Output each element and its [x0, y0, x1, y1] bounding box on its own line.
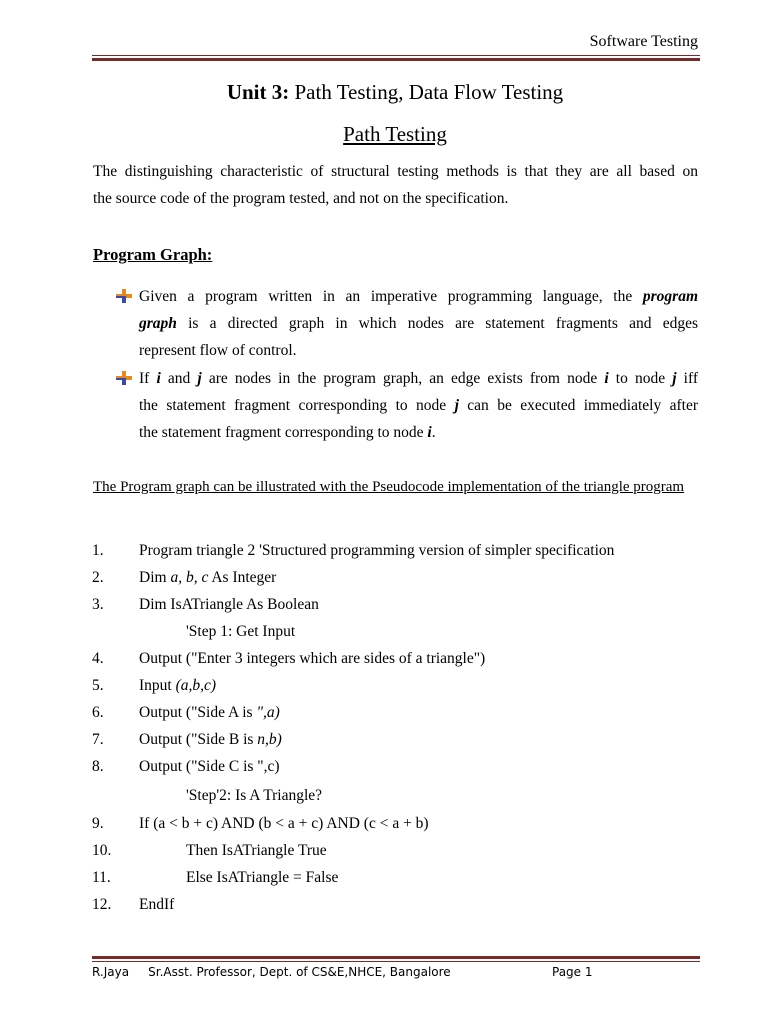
intro-paragraph — [93, 158, 698, 212]
bullet-2-line-2: the statement fragment corresponding to node j can be executed immediately after — [139, 397, 698, 414]
section-title: Path Testing — [343, 122, 447, 146]
code-comment-step-2: 'Step'2: Is A Triangle? — [186, 787, 323, 804]
code-line-9: 9. If (a < b + c) AND (b < a + c) AND (c < a + b) — [92, 815, 429, 832]
bullet-plus-icon — [116, 289, 132, 303]
bullet-1-line-2: graph is a directed graph in which nodes are statement fragments and edges — [139, 315, 698, 332]
code-comment-step-1: 'Step 1: Get Input — [186, 623, 296, 640]
header-rule-thick — [92, 58, 700, 61]
unit-topics: Path Testing, Data Flow Testing — [289, 80, 564, 104]
bullet-plus-icon — [116, 371, 132, 385]
code-line-7: 7. Output ("Side B is n,b) — [92, 731, 282, 748]
unit-number: Unit 3: — [226, 80, 290, 104]
code-line-12: 12. EndIf — [92, 896, 175, 913]
code-line-5: 5. Input (a,b,c) — [92, 677, 217, 694]
footer-rule-thin — [92, 961, 700, 962]
intro-line-1: The distinguishing characteristic of structural testing methods is that they are all based on — [93, 163, 698, 180]
footer-rule-thick — [92, 956, 700, 959]
code-line-4: 4. Output ("Enter 3 integers which are sides of a triangle") — [92, 650, 486, 667]
code-line-8: 8. Output ("Side C is ",c) — [92, 758, 280, 775]
code-line-1: 1. Program triangle 2 'Structured programming version of simpler specification — [92, 542, 615, 559]
bullet-2-line-3: the statement fragment corresponding to node i. — [139, 424, 436, 441]
bullet-1-line-1: Given a program written in an imperative programming language, the program — [139, 288, 698, 305]
illustration-caption: The Program graph can be illustrated with the Pseudocode implementation of the triangle program — [93, 479, 685, 495]
bullet-1-line-3: represent flow of control. — [139, 342, 297, 359]
header-rule-thin — [92, 55, 700, 56]
bullet-2-line-1: If i and j are nodes in the program graph, an edge exists from node i to node j iff — [139, 370, 698, 387]
code-line-2: 2. Dim a, b, c As Integer — [92, 569, 277, 586]
program-graph-heading: Program Graph: — [93, 245, 213, 264]
code-line-6: 6. Output ("Side A is ",a) — [92, 704, 280, 721]
bullet-item-2 — [116, 365, 698, 446]
code-line-11: 11. Else IsATriangle = False — [92, 869, 339, 886]
footer-author: R.Jaya Sr.Asst. Professor, Dept. of CS&E,NHCE, Bangalore — [92, 965, 451, 979]
code-line-3: 3. Dim IsATriangle As Boolean — [92, 596, 319, 613]
footer-page-number: Page 1 — [552, 965, 593, 979]
code-line-10: 10. Then IsATriangle True — [92, 842, 327, 859]
unit-title — [0, 80, 768, 105]
intro-line-2: the source code of the program tested, and not on the specification. — [93, 190, 509, 207]
header-title: Software Testing — [589, 33, 698, 50]
bullet-item-1 — [116, 283, 698, 364]
